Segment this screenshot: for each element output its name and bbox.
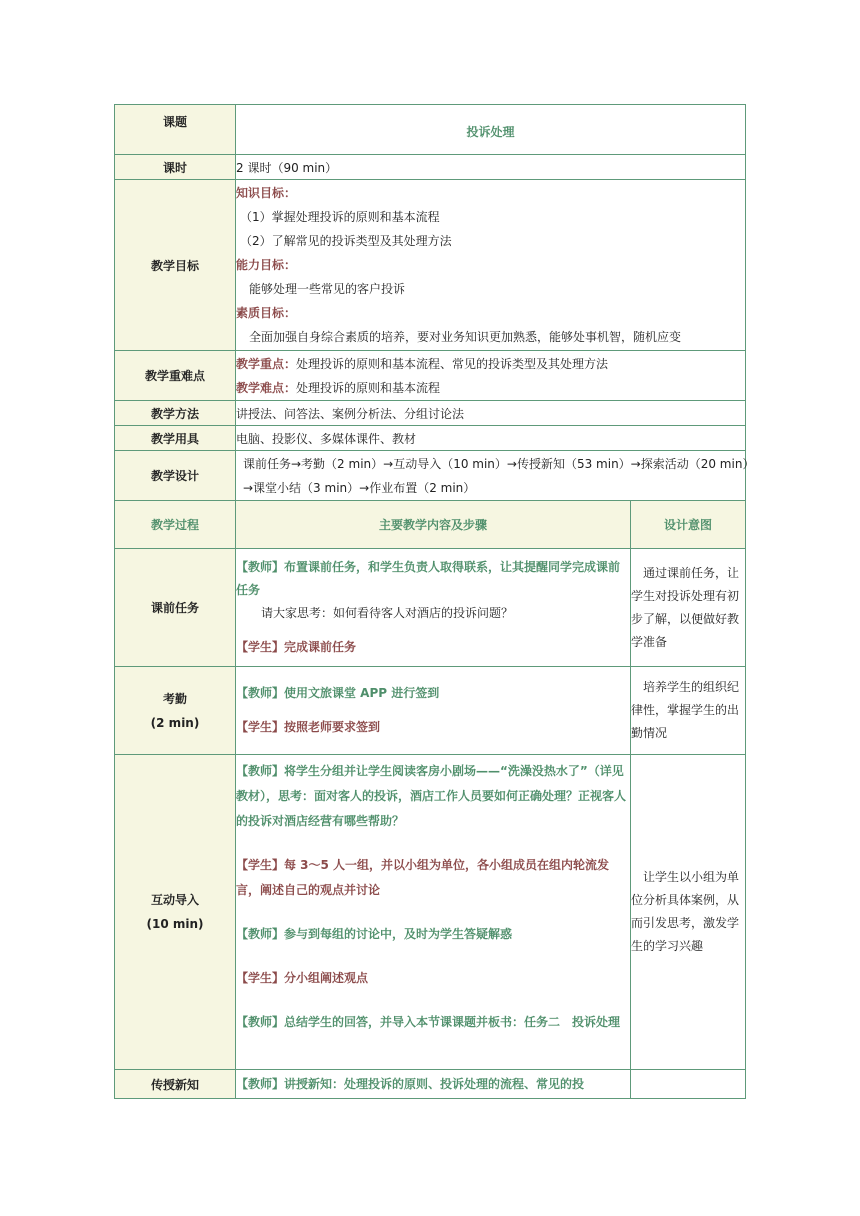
design-label: 教学设计 bbox=[115, 451, 236, 501]
design-flow-line: →课堂小结（3 min）→作业布置（2 min） bbox=[243, 480, 476, 495]
interaction-label: 互动导入 (10 min) bbox=[115, 755, 236, 1070]
pretask-label: 课前任务 bbox=[115, 549, 236, 667]
goals-label: 教学目标 bbox=[115, 180, 236, 351]
quality-goal-title: 素质目标： bbox=[236, 306, 297, 320]
pretask-content bbox=[236, 549, 631, 667]
hours-label: 课时 bbox=[115, 155, 236, 180]
teacher-step: 【教师】将学生分组并让学生阅读客房小剧场——“洗澡没热水了”（详见教材），思考：面对客人的投诉，酒店工作人员要如何正确处理？正视客人的投诉对酒店经营有哪些帮助？ bbox=[236, 764, 627, 828]
newknowledge-label: 传授新知 bbox=[115, 1070, 236, 1099]
newknowledge-content bbox=[236, 1070, 631, 1099]
hours-value: 2 课时（90 min） bbox=[236, 155, 746, 180]
interaction-intent: 让学生以小组为单位分析具体案例，从而引发思考，激发学生的学习兴趣 bbox=[631, 755, 746, 1070]
focus-label: 教学重难点 bbox=[115, 351, 236, 401]
header-process: 教学过程 bbox=[115, 501, 236, 549]
teacher-step: 【教师】使用文旅课堂 APP 进行签到 bbox=[236, 686, 440, 700]
attendance-label: 考勤 (2 min) bbox=[115, 667, 236, 755]
knowledge-goal-item: （1）掌握处理投诉的原则和基本流程 bbox=[240, 210, 440, 224]
header-content: 主要教学内容及步骤 bbox=[236, 501, 631, 549]
student-step: 【学生】完成课前任务 bbox=[236, 640, 357, 654]
interaction-time: (10 min) bbox=[146, 917, 204, 931]
design-flow-line: 课前任务→考勤（2 min）→互动导入（10 min）→传授新知（53 min）→探索活动（20 min） bbox=[243, 456, 755, 471]
question-text: 请大家思考：如何看待客人对酒店的投诉问题？ bbox=[261, 606, 514, 620]
teacher-step: 【教师】讲授新知：处理投诉的原则、投诉处理的流程、常见的投 bbox=[236, 1076, 585, 1091]
tools-label: 教学用具 bbox=[115, 426, 236, 451]
attendance-intent: 培养学生的组织纪律性，掌握学生的出勤情况 bbox=[631, 667, 746, 755]
lesson-plan-table bbox=[114, 104, 755, 1099]
focus-content bbox=[236, 351, 746, 401]
method-label: 教学方法 bbox=[115, 401, 236, 426]
teacher-step: 【教师】布置课前任务，和学生负责人取得联系，让其提醒同学完成课前任务 bbox=[236, 560, 621, 597]
interaction-content bbox=[236, 755, 631, 1070]
header-intent: 设计意图 bbox=[631, 501, 746, 549]
quality-goal-text: 全面加强自身综合素质的培养，要对业务知识更加熟悉，能够处事机智，随机应变 bbox=[249, 330, 682, 344]
topic-title: 投诉处理 bbox=[236, 105, 746, 155]
student-step: 【学生】分小组阐述观点 bbox=[236, 971, 369, 985]
topic-label: 课题 bbox=[115, 105, 236, 155]
ability-goal-text: 能够处理一些常见的客户投诉 bbox=[249, 282, 406, 296]
knowledge-goal-item: （2）了解常见的投诉类型及其处理方法 bbox=[240, 234, 452, 248]
attendance-content bbox=[236, 667, 631, 755]
goals-content bbox=[236, 180, 746, 351]
teacher-step: 【教师】总结学生的回答，并导入本节课课题并板书：任务二 投诉处理 bbox=[236, 1015, 621, 1029]
tools-value: 电脑、投影仪、多媒体课件、教材 bbox=[236, 426, 746, 451]
design-content bbox=[236, 451, 755, 501]
student-step: 【学生】每 3～5 人一组，并以小组为单位，各小组成员在组内轮流发言，阐述自己的观点并讨论 bbox=[236, 858, 610, 897]
student-step: 【学生】按照老师要求签到 bbox=[236, 720, 381, 734]
pretask-intent: 通过课前任务，让学生对投诉处理有初步了解，以便做好教学准备 bbox=[631, 549, 746, 667]
newknowledge-intent bbox=[631, 1070, 746, 1099]
ability-goal-title: 能力目标： bbox=[236, 258, 297, 272]
knowledge-goal-title: 知识目标： bbox=[236, 186, 297, 200]
teacher-step: 【教师】参与到每组的讨论中，及时为学生答疑解惑 bbox=[236, 927, 513, 941]
difficult-point: 教学难点：处理投诉的原则和基本流程 bbox=[236, 380, 441, 395]
key-point: 教学重点：处理投诉的原则和基本流程、常见的投诉类型及其处理方法 bbox=[236, 356, 609, 371]
attendance-time: (2 min) bbox=[150, 715, 200, 730]
method-value: 讲授法、问答法、案例分析法、分组讨论法 bbox=[236, 401, 746, 426]
